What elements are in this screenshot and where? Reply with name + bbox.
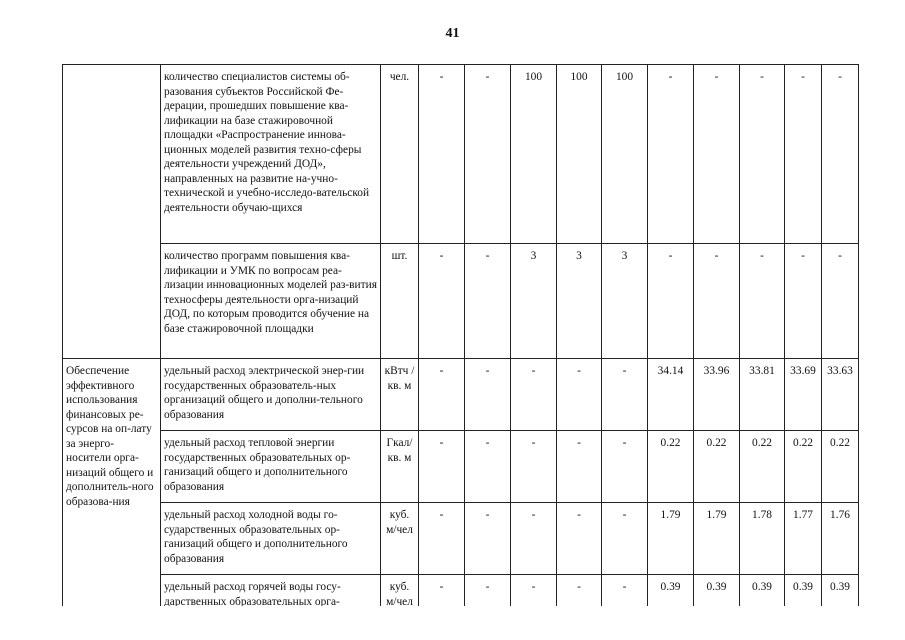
indicator-description: удельный расход тепловой энергии государственных образовательных ор-ганизаций общего и дополнительного образования (161, 431, 381, 503)
unit-cell: куб. м/чел (381, 575, 419, 607)
value-cell: 3 (511, 244, 557, 359)
value-cell: 100 (602, 65, 648, 244)
value-cell: - (465, 244, 511, 359)
value-cell: 0.22 (785, 431, 822, 503)
value-cell: 1.76 (822, 503, 859, 575)
unit-cell: чел. (381, 65, 419, 244)
value-cell: 0.39 (648, 575, 694, 607)
unit-cell: шт. (381, 244, 419, 359)
value-cell: 1.79 (694, 503, 740, 575)
value-cell: - (465, 359, 511, 431)
group-cell: Обеспечение эффективного использования финансовых ре-сурсов на оп-лату за энерго-носители орга-низаций общего и дополнитель-ного образова-ния (63, 359, 161, 607)
value-cell: - (419, 359, 465, 431)
table-row (63, 431, 859, 503)
unit-cell: куб. м/чел (381, 503, 419, 575)
value-cell: - (557, 503, 602, 575)
value-cell: - (557, 575, 602, 607)
value-cell: 3 (602, 244, 648, 359)
value-cell: - (419, 503, 465, 575)
value-cell: - (511, 503, 557, 575)
value-cell: - (740, 244, 785, 359)
value-cell: 1.79 (648, 503, 694, 575)
value-cell: - (740, 65, 785, 244)
value-cell: 1.78 (740, 503, 785, 575)
table-row (63, 503, 859, 575)
value-cell: - (602, 575, 648, 607)
value-cell: - (465, 65, 511, 244)
value-cell: 100 (511, 65, 557, 244)
value-cell: - (557, 359, 602, 431)
value-cell: - (648, 244, 694, 359)
table-row (63, 359, 859, 431)
value-cell: - (419, 431, 465, 503)
value-cell: 0.22 (740, 431, 785, 503)
value-cell: 33.81 (740, 359, 785, 431)
value-cell: - (602, 503, 648, 575)
value-cell: - (602, 431, 648, 503)
value-cell: - (822, 65, 859, 244)
indicator-description: удельный расход электрической энер-гии государственных образователь-ных организаций общего и дополни-тельного образования (161, 359, 381, 431)
value-cell: - (419, 65, 465, 244)
table-row (63, 244, 859, 359)
value-cell: - (822, 244, 859, 359)
indicator-description: удельный расход горячей воды госу-дарственных образовательных орга- (161, 575, 381, 607)
value-cell: - (785, 244, 822, 359)
unit-cell: кВтч /кв. м (381, 359, 419, 431)
group-cell-continued (63, 65, 161, 359)
value-cell: - (785, 65, 822, 244)
value-cell: - (694, 65, 740, 244)
value-cell: 0.39 (694, 575, 740, 607)
table-row (63, 575, 859, 607)
value-cell: - (648, 65, 694, 244)
value-cell: - (465, 575, 511, 607)
value-cell: 100 (557, 65, 602, 244)
value-cell: - (694, 244, 740, 359)
indicator-description: количество программ повышения ква-лификации и УМК по вопросам реа-лизации инновационных моделей раз-вития техносферы деятельности орга-низаций ДОД, по которым проводится обучение на базе стажировочной площадки (161, 244, 381, 359)
value-cell: - (602, 359, 648, 431)
value-cell: 0.39 (740, 575, 785, 607)
value-cell: - (419, 244, 465, 359)
value-cell: 34.14 (648, 359, 694, 431)
value-cell: 0.39 (785, 575, 822, 607)
indicator-description: удельный расход холодной воды го-сударственных образовательных ор-ганизаций общего и дополнительного образования (161, 503, 381, 575)
value-cell: 1.77 (785, 503, 822, 575)
value-cell: - (557, 431, 602, 503)
value-cell: 0.39 (822, 575, 859, 607)
indicators-table (62, 64, 859, 606)
table-row (63, 65, 859, 244)
value-cell: 0.22 (694, 431, 740, 503)
value-cell: 33.69 (785, 359, 822, 431)
value-cell: 33.63 (822, 359, 859, 431)
value-cell: 33.96 (694, 359, 740, 431)
value-cell: - (465, 431, 511, 503)
page-number: 41 (445, 26, 460, 41)
value-cell: 0.22 (822, 431, 859, 503)
value-cell: - (419, 575, 465, 607)
value-cell: - (511, 575, 557, 607)
unit-cell: Гкал/ кв. м (381, 431, 419, 503)
value-cell: 3 (557, 244, 602, 359)
value-cell: - (465, 503, 511, 575)
indicator-description: количество специалистов системы об-разования субъектов Российской Фе-дерации, прошедших повышение ква-лификации на базе стажировочной площадки «Распространение иннова-ционных моделей развития техно-сферы деятельности учреждений ДОД», направленных на развитие на-учно-технической и учебно-исследо-вательской деятельности обучаю-щихся (161, 65, 381, 244)
value-cell: 0.22 (648, 431, 694, 503)
value-cell: - (511, 359, 557, 431)
value-cell: - (511, 431, 557, 503)
